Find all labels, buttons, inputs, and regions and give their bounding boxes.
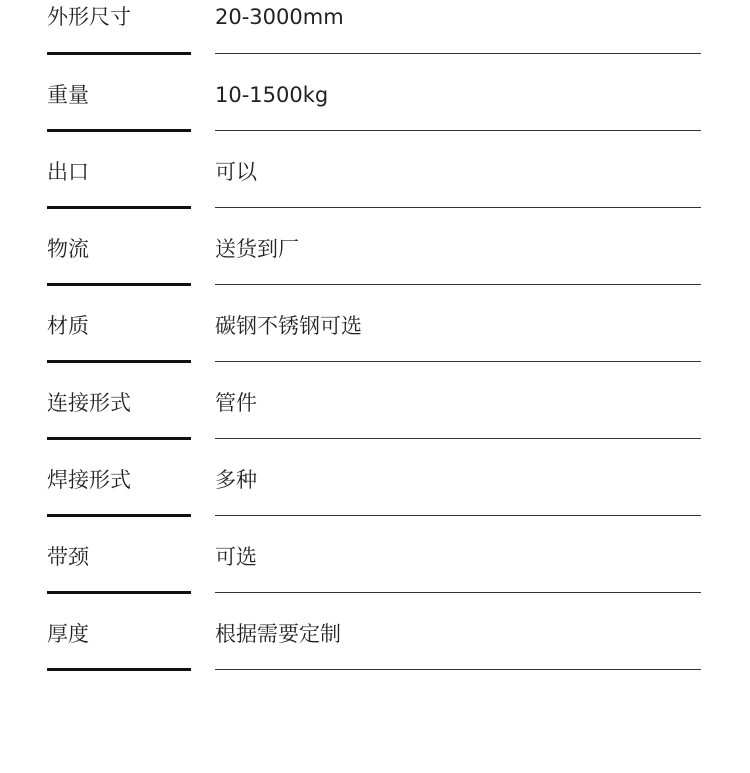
spec-value: 根据需要定制 — [215, 622, 341, 646]
spec-row-welding — [0, 439, 750, 516]
spec-row-export — [0, 131, 750, 208]
spec-row-connection — [0, 362, 750, 439]
spec-row-material — [0, 285, 750, 362]
spec-label: 外形尺寸 — [47, 5, 131, 29]
spec-value: 送货到厂 — [215, 237, 299, 261]
value-divider — [215, 669, 701, 670]
spec-label: 材质 — [47, 314, 89, 338]
spec-row-neck — [0, 516, 750, 593]
spec-value: 碳钢不锈钢可选 — [215, 314, 362, 338]
spec-label: 出口 — [47, 160, 89, 184]
spec-label: 连接形式 — [47, 391, 131, 415]
spec-value: 10-1500kg — [215, 83, 329, 107]
spec-value: 可以 — [215, 160, 257, 184]
spec-row-logistics — [0, 208, 750, 285]
spec-row-dimensions — [0, 0, 750, 54]
spec-label: 物流 — [47, 237, 89, 261]
label-divider — [47, 668, 191, 671]
spec-value: 管件 — [215, 391, 257, 415]
spec-value: 可选 — [215, 545, 257, 569]
spec-row-thickness — [0, 593, 750, 670]
spec-label: 带颈 — [47, 545, 89, 569]
spec-value: 20-3000mm — [215, 5, 344, 29]
spec-value: 多种 — [215, 468, 257, 492]
spec-row-weight — [0, 54, 750, 131]
spec-label: 重量 — [47, 83, 89, 107]
spec-label: 厚度 — [47, 622, 89, 646]
spec-label: 焊接形式 — [47, 468, 131, 492]
